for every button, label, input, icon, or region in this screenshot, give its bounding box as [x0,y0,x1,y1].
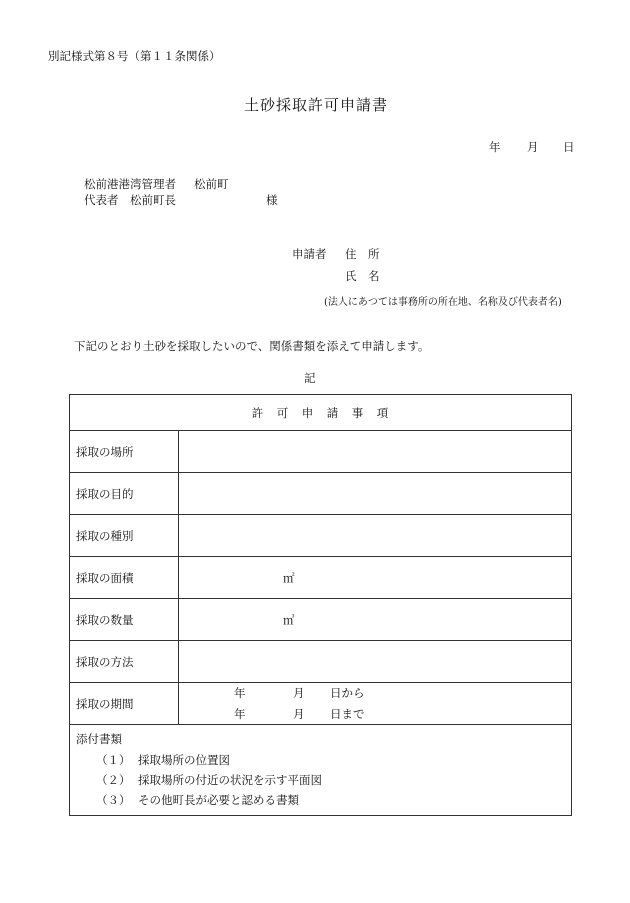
page-title: 土砂採取許可申請書 [244,96,389,114]
row-label: 採取の目的 [70,473,179,515]
row-label: 採取の種別 [70,515,179,557]
date-month: 月 [527,140,539,154]
attachment-number: （３） [96,792,131,807]
attachment-item [96,770,565,790]
table-row [70,641,572,683]
form-number: 別記様式第８号（第１１条関係） [48,49,221,63]
attachments-cell [70,725,572,816]
date-year: 年 [489,140,501,154]
representative-name: 松前町長 [130,193,176,207]
table-row [70,473,572,515]
name-label: 氏 名 [345,269,380,283]
period-field[interactable] [179,683,572,725]
attachment-text: 採取場所の位置図 [138,752,230,767]
table-header: 許 可 申 請 事 項 [70,395,572,431]
row-label: 採取の方法 [70,641,179,683]
attachment-item [96,750,565,770]
period-label: 採取の期間 [70,683,179,725]
attachment-text: その他町長が必要と認める書類 [138,792,299,807]
attachment-item [96,790,565,810]
table-row-period [70,683,572,725]
address-label: 住 所 [345,247,380,261]
table-row [70,599,572,641]
row-value-field[interactable] [179,599,572,641]
attachment-number: （２） [96,772,131,787]
volume-unit: ㎥ [283,612,295,627]
attachment-text: 採取場所の付近の状況を示す平面図 [138,772,322,787]
row-label: 採取の数量 [70,599,179,641]
date-day: 日 [563,140,575,154]
ki-label: 記 [304,371,316,385]
row-value-field[interactable] [179,473,572,515]
honorific: 様 [266,193,278,207]
attachment-number: （１） [96,752,131,767]
body-text: 下記のとおり土砂を採取したいので、関係書類を添えて申請します。 [74,339,430,353]
row-label: 採取の面積 [70,557,179,599]
applicant-label: 申請者 [292,247,327,261]
to-month: 月 [293,706,305,721]
representative-label: 代表者 [84,193,119,207]
table-row [70,515,572,557]
from-day: 日から [330,685,365,700]
application-table [69,394,572,816]
row-label: 採取の場所 [70,431,179,473]
attachments-title: 添付書類 [76,731,122,746]
row-value-field[interactable] [179,515,572,557]
row-value-field[interactable] [179,641,572,683]
table-row-attachments [70,725,572,816]
area-unit: ㎡ [283,570,295,585]
from-month: 月 [293,685,305,700]
addressee-town: 松前町 [194,177,229,191]
addressee-role: 松前港港湾管理者 [84,177,176,191]
table-row [70,431,572,473]
row-value-field[interactable] [179,431,572,473]
to-day: 日まで [330,706,365,721]
applicant-note: (法人にあつては事務所の所在地、名称及び代表者名) [324,297,562,308]
table-row [70,557,572,599]
to-year: 年 [234,706,246,721]
period-from [234,685,365,701]
period-to [234,706,365,722]
from-year: 年 [234,685,246,700]
row-value-field[interactable] [179,557,572,599]
